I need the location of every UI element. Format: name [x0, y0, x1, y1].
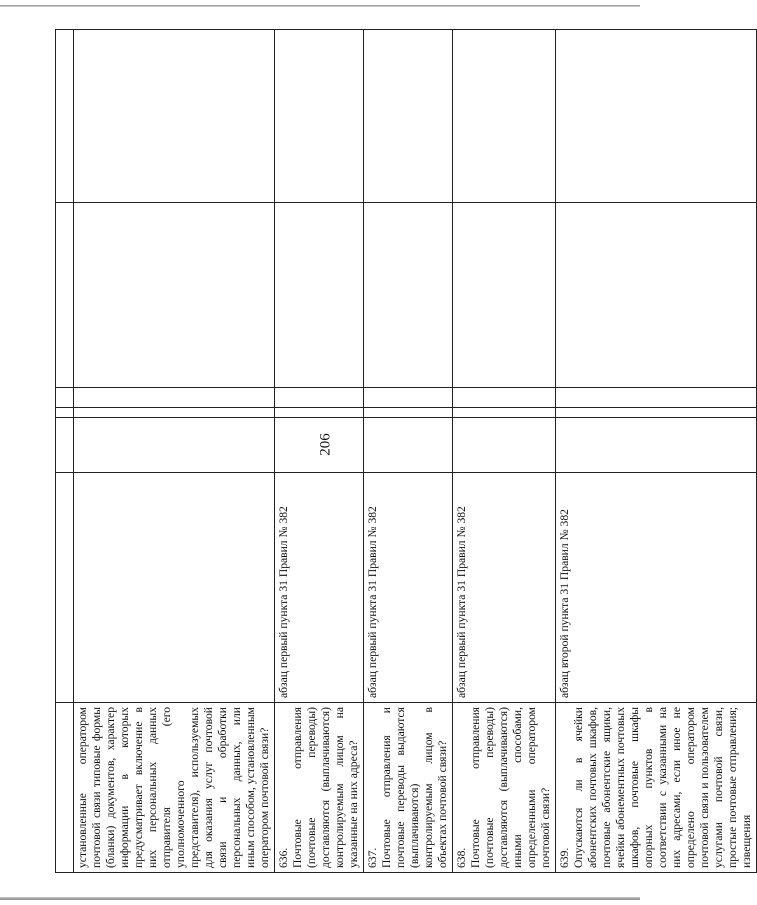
question-text — [275, 703, 364, 873]
legal-reference: абзац первый пункта 31 Правил № 382 — [364, 473, 453, 703]
answer-cell — [453, 203, 556, 388]
question-body: Почтовые отправления (почтовые переводы) доставляются (выплачиваются) контролируемым лицом на указанные на них адреса? — [291, 707, 360, 868]
legal-reference — [56, 473, 74, 703]
table-row — [453, 30, 556, 873]
answer-cell — [453, 408, 556, 418]
answer-cell — [556, 203, 757, 388]
answer-cell — [364, 388, 453, 408]
question-text — [364, 703, 453, 873]
answer-cell — [556, 418, 757, 473]
answer-cell — [275, 30, 364, 203]
legal-reference: абзац второй пункта 31 Правил № 382 — [556, 473, 757, 703]
answer-cell — [74, 203, 275, 388]
row-number: 636. — [277, 847, 290, 868]
table-row — [74, 30, 275, 873]
answer-cell — [275, 418, 364, 473]
legal-reference — [74, 473, 275, 703]
question-text — [556, 703, 757, 873]
answer-cell — [556, 388, 757, 408]
answer-cell — [74, 408, 275, 418]
answer-cell — [56, 388, 74, 408]
answer-cell — [556, 30, 757, 203]
answer-cell — [453, 418, 556, 473]
page-number: 206 — [317, 433, 334, 456]
table-row — [56, 30, 74, 873]
question-body: Опускаются ли в ячейки абонентских почтовых шкафов, почтовые абонентские ящики, ячейки абонементных почтовых шкафов, почтовые шкафы опорных пунктов в соответствии с указанными на них адресами, если иное не определено оператором почтовой связи и пользователем услугами почтовой связи, простые почтовые отправления; извещения — [572, 707, 753, 868]
row-number: 639. — [558, 847, 571, 868]
answer-cell — [56, 418, 74, 473]
question-body: Почтовые отправления (почтовые переводы) доставляются (выплачиваются) иными способами, определенными оператором почтовой связи? — [469, 707, 552, 868]
scan-edge-bottom — [0, 897, 640, 900]
answer-cell — [56, 30, 74, 203]
table-row — [364, 30, 453, 873]
answer-cell — [364, 418, 453, 473]
row-number: 637. — [366, 847, 379, 868]
answer-cell — [74, 388, 275, 408]
row-number — [56, 703, 74, 873]
answer-cell — [275, 408, 364, 418]
checklist-table — [55, 29, 757, 873]
scan-edge-top — [0, 5, 640, 7]
answer-cell — [56, 203, 74, 388]
answer-cell — [275, 388, 364, 408]
question-body: Почтовые отправления и почтовые переводы выдаются (выплачиваются) контролируемым лицом в объектах почтовой связи? — [380, 707, 449, 868]
answer-cell — [364, 30, 453, 203]
answer-cell — [453, 30, 556, 203]
answer-cell — [275, 203, 364, 388]
answer-cell — [74, 30, 275, 203]
question-text — [453, 703, 556, 873]
question-text: установленные оператором почтовой связи типовые формы (бланки) документов, характер информации в которых предусматривает включение в них персональных данных отправителя (его уполномоченного представителя), используемых для оказания услуг почтовой связи и обработки персональных данных, или иным способом, установленным оператором почтовой связи? — [74, 703, 275, 873]
legal-reference: абзац первый пункта 31 Правил № 382 — [453, 473, 556, 703]
answer-cell — [56, 408, 74, 418]
answer-cell — [556, 408, 757, 418]
answer-cell — [453, 388, 556, 408]
answer-cell — [364, 203, 453, 388]
answer-cell — [364, 408, 453, 418]
answer-cell — [74, 418, 275, 473]
row-number: 638. — [455, 847, 468, 868]
table-row — [275, 30, 364, 873]
table-row — [556, 30, 757, 873]
rotated-table-container — [55, 30, 753, 873]
legal-reference: абзац первый пункта 31 Правил № 382 — [275, 473, 364, 703]
